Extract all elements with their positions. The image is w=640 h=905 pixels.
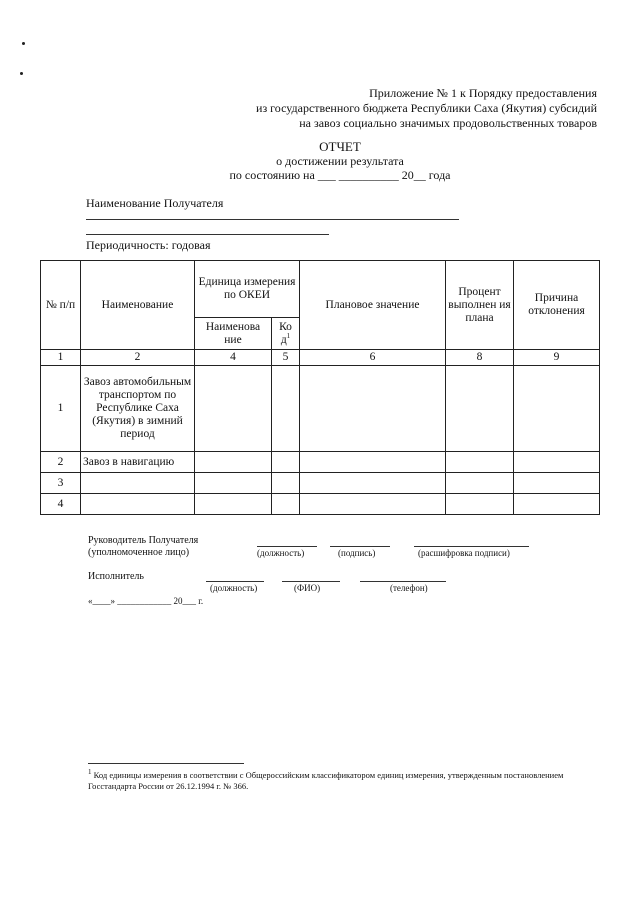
position2-line xyxy=(206,581,264,582)
footnote-text: Код единицы измерения в соответствии с Общероссийским классификатором единиц измерения, утвержденным постановлением Госстандарта России от 26.12.1994 г. № 366. xyxy=(88,770,564,791)
date-line: «____» ____________ 20___ г. xyxy=(88,596,204,606)
footnote-ref: 1 xyxy=(286,331,291,340)
cell-percent xyxy=(446,452,514,473)
recipient-line-2 xyxy=(86,234,329,235)
phone-line xyxy=(360,581,446,582)
cell-percent xyxy=(446,366,514,452)
cell-unit-code xyxy=(272,452,300,473)
col-header-unit-name: Наименова ние xyxy=(195,318,272,350)
cell-unit-code xyxy=(272,473,300,494)
col-header-num: № п/п xyxy=(41,261,81,350)
cell-unit-name xyxy=(195,473,272,494)
position2-caption: (должность) xyxy=(210,583,258,593)
recipient-line-1 xyxy=(86,219,459,220)
col-number: 9 xyxy=(514,350,600,366)
report-table xyxy=(40,260,600,515)
col-header-unit: Единица измерения по ОКЕИ xyxy=(195,261,300,318)
cell-percent xyxy=(446,473,514,494)
cell-plan xyxy=(300,366,446,452)
col-number: 1 xyxy=(41,350,81,366)
appendix-line-3: на завоз социально значимых продовольственных товаров xyxy=(299,116,597,130)
appendix-line-1: Приложение № 1 к Порядку предоставления xyxy=(369,86,597,100)
col-header-plan: Плановое значение xyxy=(300,261,446,350)
table-row xyxy=(41,452,600,473)
col-header-reason: Причина отклонения xyxy=(514,261,600,350)
row-num: 4 xyxy=(41,494,81,515)
cell-unit-code xyxy=(272,494,300,515)
col-header-percent: Процент выполнен ия плана xyxy=(446,261,514,350)
col-number: 6 xyxy=(300,350,446,366)
cell-reason xyxy=(514,494,600,515)
appendix-header xyxy=(256,86,597,131)
table-row xyxy=(41,494,600,515)
row-name xyxy=(81,473,195,494)
table-row xyxy=(41,473,600,494)
fio-caption: (ФИО) xyxy=(294,583,321,593)
head-label-1: Руководитель Получателя xyxy=(88,535,199,546)
signature-line xyxy=(330,546,390,547)
cell-unit-code xyxy=(272,366,300,452)
row-name: Завоз автомобильным транспортом по Республике Саха (Якутия) в зимний период xyxy=(81,366,195,452)
col-number: 4 xyxy=(195,350,272,366)
cell-reason xyxy=(514,452,600,473)
unit-code-text: Ко д xyxy=(279,320,292,346)
cell-plan xyxy=(300,452,446,473)
scan-dot xyxy=(20,72,23,75)
decoding-caption: (расшифровка подписи) xyxy=(418,548,510,558)
table-row xyxy=(41,366,600,452)
cell-unit-name xyxy=(195,494,272,515)
cell-reason xyxy=(514,366,600,452)
cell-plan xyxy=(300,494,446,515)
fio-line xyxy=(282,581,340,582)
col-number: 8 xyxy=(446,350,514,366)
report-subtitle: о достижении результата xyxy=(276,154,404,168)
signature-caption: (подпись) xyxy=(338,548,376,558)
cell-percent xyxy=(446,494,514,515)
footnote-separator xyxy=(88,763,244,764)
footnote-mark: 1 xyxy=(88,768,92,777)
footnote xyxy=(88,770,568,792)
col-header-name: Наименование xyxy=(81,261,195,350)
col-header-unit-code xyxy=(272,318,300,350)
head-label-2: (уполномоченное лицо) xyxy=(88,547,190,558)
cell-unit-name xyxy=(195,366,272,452)
phone-caption: (телефон) xyxy=(390,583,428,593)
row-num: 2 xyxy=(41,452,81,473)
periodicity-label: Периодичность: годовая xyxy=(86,238,211,252)
position-line xyxy=(257,546,317,547)
report-date-line: по состоянию на ___ __________ 20__ года xyxy=(229,168,451,182)
row-name xyxy=(81,494,195,515)
executor-label: Исполнитель xyxy=(88,571,144,582)
position-caption: (должность) xyxy=(257,548,305,558)
cell-unit-name xyxy=(195,452,272,473)
report-title: ОТЧЕТ xyxy=(319,139,361,154)
decoding-line xyxy=(414,546,529,547)
col-number: 2 xyxy=(81,350,195,366)
col-number: 5 xyxy=(272,350,300,366)
recipient-label: Наименование Получателя xyxy=(86,196,224,210)
row-num: 3 xyxy=(41,473,81,494)
row-name: Завоз в навигацию xyxy=(81,452,195,473)
row-num: 1 xyxy=(41,366,81,452)
scan-dot xyxy=(22,42,25,45)
cell-reason xyxy=(514,473,600,494)
cell-plan xyxy=(300,473,446,494)
appendix-line-2: из государственного бюджета Республики Саха (Якутия) субсидий xyxy=(256,101,597,115)
